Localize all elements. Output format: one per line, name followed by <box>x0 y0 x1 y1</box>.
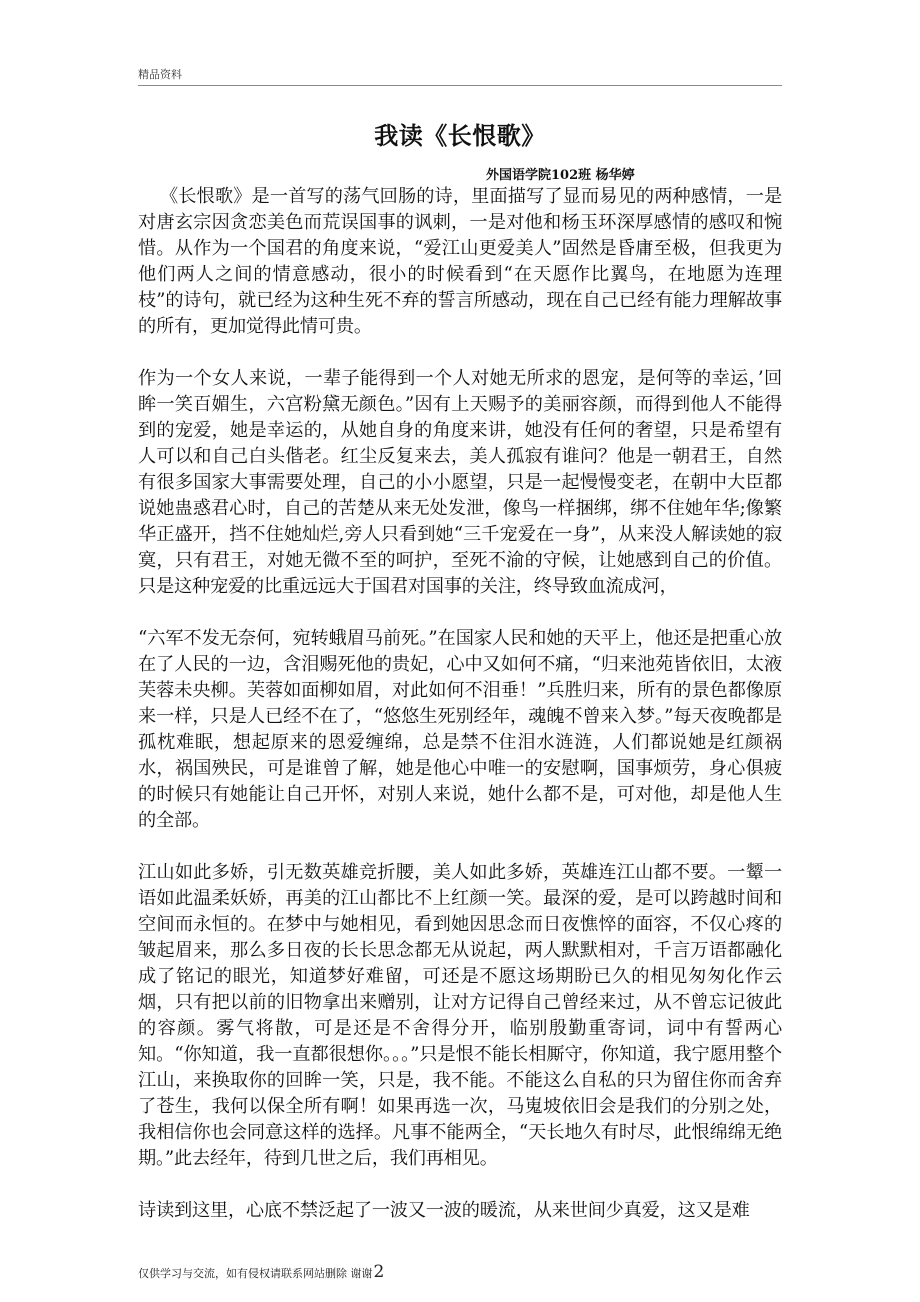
paragraph-1: 《长恨歌》是一首写的荡气回肠的诗，里面描写了显而易见的两种感情，一是对唐玄宗因贪恋美色而荒误国事的讽刺，一是对他和杨玉环深厚感情的感叹和惋惜。从作为一个国君的角度来说，“爱江山更爱美人”固然是昏庸至极，但我更为他们两人之间的情意感动，很小的时候看到“在天愿作比翼鸟，在地愿为连理枝”的诗句，就已经为这种生死不弃的誓言所感动，现在自己已经有能力理解故事的所有，更加觉得此情可贵。 <box>138 186 782 337</box>
paragraph-3: “六军不发无奈何，宛转蛾眉马前死。”在国家人民和她的天平上，他还是把重心放在了人民的一边，含泪赐死他的贵妃，心中又如何不痛，“归来池苑皆依旧，太液芙蓉未央柳。芙蓉如面柳如眉，对此如何不泪垂！”兵胜归来，所有的景色都像原来一样，只是人已经不在了，“悠悠生死别经年，魂魄不曾来入梦。”每天夜晚都是孤枕难眠，想起原来的恩爱缠绵，总是禁不住泪水涟涟，人们都说她是红颜祸水，祸国殃民，可是谁曾了解，她是他心中唯一的安慰啊，国事烦劳，身心俱疲的时候只有她能让自己开怀，对别人来说，她什么都不是，可对他，却是他人生的全部。 <box>138 628 782 831</box>
paragraph-2: 作为一个女人来说，一辈子能得到一个人对她无所求的恩宠，是何等的幸运，’回眸一笑百媚生，六宫粉黛无颜色。”因有上天赐予的美丽容颜，而得到他人不能得到的宠爱，她是幸运的，从她自身的角度来讲，她没有任何的奢望，只是希望有人可以和自己白头偕老。红尘反复来去，美人孤寂有谁问？他是一朝君王，自然有很多国家大事需要处理，自己的小小愿望，只是一起慢慢变老，在朝中大臣都说她蛊惑君心时，自己的苦楚从来无处发泄，像鸟一样捆绑，绑不住她年华;像繁华正盛开，挡不住她灿烂,旁人只看到她“三千宠爱在一身”，从来没人解读她的寂寞，只有君王，对她无微不至的呵护，至死不渝的守候，让她感到自己的价值。只是这种宠爱的比重远远大于国君对国事的关注，终导致血流成河， <box>138 368 782 597</box>
document-title: 我读《长恨歌》 <box>374 121 546 150</box>
paragraph-5: 诗读到这里，心底不禁泛起了一波又一波的暖流，从来世间少真爱，这又是难 <box>138 1200 750 1221</box>
page-number: 2 <box>373 1262 385 1282</box>
article-body <box>138 184 782 1250</box>
footer-notice: 仅供学习与交流，如有侵权请联系网站删除 谢谢 <box>138 1267 373 1280</box>
page-footer <box>138 1262 384 1282</box>
author-byline: 外国语学院102班 杨华婷 <box>486 168 635 183</box>
header-label: 精品资料 <box>138 68 182 81</box>
page-header <box>138 66 782 86</box>
paragraph-4: 江山如此多娇，引无数英雄竞折腰，美人如此多娇，英雄连江山都不要。一颦一语如此温柔妖娇，再美的江山都比不上红颜一笑。最深的爱，是可以跨越时间和空间而永恒的。在梦中与她相见，看到她因思念而日夜憔悴的面容，不仅心疼的皱起眉来，那么多日夜的长长思念都无从说起，两人默默相对，千言万语都融化成了铭记的眼光，知道梦好难留，可还是不愿这场期盼已久的相见匆匆化作云烟，只有把以前的旧物拿出来赠别，让对方记得自己曾经来过，从不曾忘记彼此的容颜。雾气将散，可是还是不舍得分开，临别殷勤重寄词，词中有誓两心知。“你知道，我一直都很想你。。。”只是恨不能长相厮守，你知道，我宁愿用整个江山，来换取你的回眸一笑，只是，我不能。不能这么自私的只为留住你而舍弃了苍生，我何以保全所有啊！如果再选一次，马嵬坡依旧会是我们的分别之处，我相信你也会同意这样的选择。凡事不能两全，“天长地久有时尽，此恨绵绵无绝期。”此去经年，待到几世之后，我们再相见。 <box>138 862 782 1169</box>
